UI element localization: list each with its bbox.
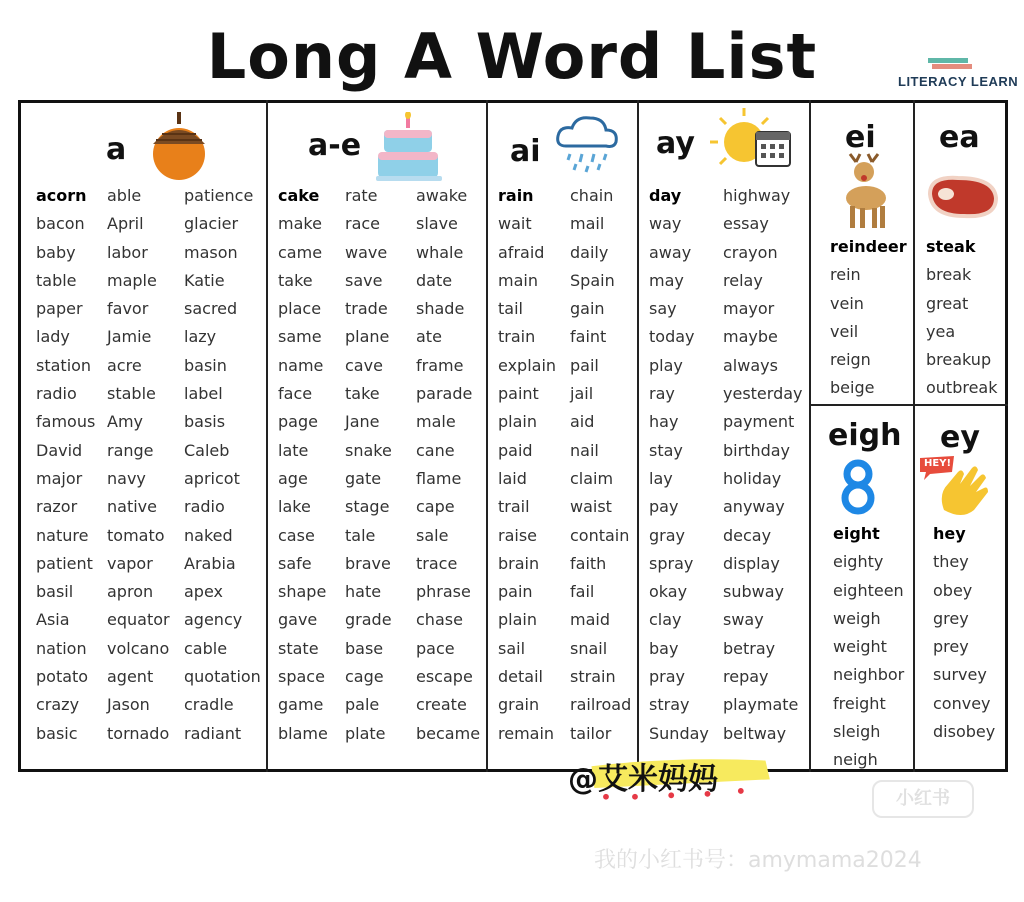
word-item: eight bbox=[833, 524, 880, 543]
word-item: plane bbox=[345, 327, 390, 347]
word-item: weigh bbox=[833, 608, 881, 628]
word-item: same bbox=[278, 327, 322, 347]
word-item: decay bbox=[723, 525, 772, 545]
word-item: reindeer bbox=[830, 237, 907, 256]
word-item: base bbox=[345, 638, 384, 658]
word-column-ay-2 bbox=[723, 182, 803, 748]
word-item: tomato bbox=[107, 525, 165, 545]
word-item: safe bbox=[278, 553, 312, 573]
word-item: pale bbox=[345, 695, 380, 715]
word-item: nail bbox=[570, 440, 599, 460]
word-item: cape bbox=[416, 497, 455, 517]
word-item: name bbox=[278, 355, 324, 375]
word-item: Spain bbox=[570, 270, 615, 290]
word-item: race bbox=[345, 214, 381, 234]
word-item: take bbox=[278, 270, 313, 290]
word-item: space bbox=[278, 667, 325, 687]
word-item: raise bbox=[498, 525, 538, 545]
word-item: mayor bbox=[723, 299, 775, 319]
word-item: escape bbox=[416, 667, 473, 687]
word-item: detail bbox=[498, 667, 543, 687]
word-item: chase bbox=[416, 610, 463, 630]
word-item: state bbox=[278, 638, 319, 658]
word-item: shape bbox=[278, 582, 327, 602]
acorn-icon bbox=[148, 110, 210, 182]
word-item: volcano bbox=[107, 638, 170, 658]
word-item: beltway bbox=[723, 723, 787, 743]
word-item: shade bbox=[416, 299, 465, 319]
word-item: awake bbox=[416, 186, 468, 205]
word-item: late bbox=[278, 440, 309, 460]
word-item: pray bbox=[649, 667, 686, 687]
word-item: away bbox=[649, 242, 692, 262]
word-item: essay bbox=[723, 214, 769, 234]
hey-bubble-text: HEY! bbox=[924, 458, 952, 469]
word-item: lady bbox=[36, 327, 70, 347]
word-item: cage bbox=[345, 667, 384, 687]
word-item: David bbox=[36, 440, 83, 460]
word-column-a-e-2 bbox=[345, 182, 392, 748]
word-item: baby bbox=[36, 242, 76, 262]
word-item: aid bbox=[570, 412, 595, 432]
word-item: lake bbox=[278, 497, 311, 517]
word-item: agency bbox=[184, 610, 243, 630]
word-item: bay bbox=[649, 638, 679, 658]
word-item: faint bbox=[570, 327, 607, 347]
word-item: pain bbox=[498, 582, 533, 602]
word-item: slave bbox=[416, 214, 458, 234]
heading-ay: ay bbox=[656, 126, 695, 161]
word-item: Amy bbox=[107, 412, 143, 432]
word-item: crayon bbox=[723, 242, 778, 262]
word-item: vein bbox=[830, 293, 864, 313]
word-item: parade bbox=[416, 384, 473, 404]
word-item: stable bbox=[107, 384, 156, 404]
word-item: Caleb bbox=[184, 440, 230, 460]
word-item: basis bbox=[184, 412, 226, 432]
word-column-a-e-1 bbox=[278, 182, 328, 748]
word-item: phrase bbox=[416, 582, 471, 602]
word-column-ai-2 bbox=[570, 182, 631, 748]
word-item: lazy bbox=[184, 327, 217, 347]
watermark-handle: @艾米妈妈 bbox=[568, 762, 718, 797]
word-item: lay bbox=[649, 468, 673, 488]
word-item: blame bbox=[278, 723, 328, 743]
word-item: say bbox=[649, 299, 677, 319]
word-item: brain bbox=[498, 553, 540, 573]
word-item: radio bbox=[36, 384, 77, 404]
word-item: agent bbox=[107, 667, 154, 687]
word-item: razor bbox=[36, 497, 78, 517]
word-column-ey bbox=[933, 520, 995, 746]
word-item: sail bbox=[498, 638, 526, 658]
word-item: today bbox=[649, 327, 695, 347]
word-item: apron bbox=[107, 582, 154, 602]
word-item: beige bbox=[830, 378, 875, 398]
word-item: able bbox=[107, 186, 142, 205]
word-item: spray bbox=[649, 553, 694, 573]
page-title: Long A Word List bbox=[206, 20, 818, 93]
word-item: Jamie bbox=[107, 327, 152, 347]
word-item: betray bbox=[723, 638, 776, 658]
word-column-ei bbox=[830, 233, 907, 403]
word-item: cable bbox=[184, 638, 228, 658]
word-item: famous bbox=[36, 412, 96, 432]
word-item: sacred bbox=[184, 299, 238, 319]
word-item: gate bbox=[345, 468, 382, 488]
column-divider bbox=[266, 100, 268, 772]
word-item: strain bbox=[570, 667, 616, 687]
word-item: hay bbox=[649, 412, 679, 432]
sun-calendar-icon bbox=[706, 106, 796, 174]
word-item: ate bbox=[416, 327, 442, 347]
word-item: equator bbox=[107, 610, 170, 630]
word-item: nation bbox=[36, 638, 87, 658]
word-item: Asia bbox=[36, 610, 70, 630]
word-item: sale bbox=[416, 525, 449, 545]
word-item: payment bbox=[723, 412, 795, 432]
word-item: grey bbox=[933, 608, 969, 628]
word-item: patient bbox=[36, 553, 93, 573]
row-divider bbox=[810, 404, 1008, 406]
word-item: eighteen bbox=[833, 580, 904, 600]
word-item: quotation bbox=[184, 667, 261, 687]
word-item: weight bbox=[833, 637, 887, 657]
word-item: relay bbox=[723, 270, 763, 290]
word-item: gain bbox=[570, 299, 605, 319]
word-item: okay bbox=[649, 582, 688, 602]
word-item: always bbox=[723, 355, 778, 375]
word-item: faith bbox=[570, 553, 607, 573]
word-item: train bbox=[498, 327, 536, 347]
word-item: tailor bbox=[570, 723, 612, 743]
word-item: trade bbox=[345, 299, 388, 319]
word-item: obey bbox=[933, 580, 973, 600]
word-item: became bbox=[416, 723, 481, 743]
heading-ea: ea bbox=[939, 120, 980, 155]
word-item: case bbox=[278, 525, 315, 545]
word-item: they bbox=[933, 552, 969, 572]
word-item: remain bbox=[498, 723, 555, 743]
word-item: maybe bbox=[723, 327, 778, 347]
word-item: trail bbox=[498, 497, 530, 517]
word-item: convey bbox=[933, 693, 991, 713]
word-item: favor bbox=[107, 299, 149, 319]
word-item: tornado bbox=[107, 723, 170, 743]
word-item: game bbox=[278, 695, 324, 715]
word-item: create bbox=[416, 695, 467, 715]
word-item: rain bbox=[498, 186, 534, 205]
word-item: pace bbox=[416, 638, 455, 658]
word-item: great bbox=[926, 293, 969, 313]
word-item: native bbox=[107, 497, 157, 517]
heading-ey: ey bbox=[940, 420, 980, 455]
word-item: Jason bbox=[107, 695, 150, 715]
word-item: jail bbox=[570, 384, 594, 404]
column-divider bbox=[486, 100, 488, 772]
word-item: break bbox=[926, 265, 972, 285]
heading-ei: ei bbox=[845, 120, 876, 155]
word-item: afraid bbox=[498, 242, 545, 262]
word-column-eigh bbox=[833, 520, 904, 775]
word-item: grain bbox=[498, 695, 540, 715]
word-item: mason bbox=[184, 242, 238, 262]
word-item: page bbox=[278, 412, 318, 432]
word-item: crazy bbox=[36, 695, 80, 715]
word-item: Arabia bbox=[184, 553, 236, 573]
word-item: railroad bbox=[570, 695, 632, 715]
word-item: display bbox=[723, 553, 780, 573]
word-item: plain bbox=[498, 610, 537, 630]
word-item: paper bbox=[36, 299, 83, 319]
book-stack-icon bbox=[926, 56, 976, 72]
word-item: major bbox=[36, 468, 83, 488]
heading-ai: ai bbox=[510, 134, 541, 169]
word-item: tale bbox=[345, 525, 376, 545]
word-item: glacier bbox=[184, 214, 239, 234]
word-item: maid bbox=[570, 610, 610, 630]
word-item: snail bbox=[570, 638, 608, 658]
word-item: Sunday bbox=[649, 723, 709, 743]
word-item: holiday bbox=[723, 468, 782, 488]
word-item: highway bbox=[723, 186, 791, 205]
word-item: male bbox=[416, 412, 456, 432]
word-item: basic bbox=[36, 723, 78, 743]
word-item: neigh bbox=[833, 750, 878, 770]
heading-eigh: eigh bbox=[828, 418, 902, 453]
word-item: survey bbox=[933, 665, 987, 685]
word-item: pay bbox=[649, 497, 679, 517]
rain-cloud-icon bbox=[552, 112, 622, 174]
word-item: playmate bbox=[723, 695, 799, 715]
word-item: mail bbox=[570, 214, 605, 234]
word-item: Jane bbox=[345, 412, 380, 432]
word-item: yesterday bbox=[723, 384, 803, 404]
word-item: rate bbox=[345, 186, 378, 205]
word-item: chain bbox=[570, 186, 614, 205]
word-item: radio bbox=[184, 497, 225, 517]
word-item: may bbox=[649, 270, 684, 290]
word-item: apricot bbox=[184, 468, 240, 488]
platform-watermark: 小红书 bbox=[872, 780, 974, 818]
waving-hand-icon bbox=[918, 454, 998, 520]
word-item: range bbox=[107, 440, 154, 460]
word-item: labor bbox=[107, 242, 148, 262]
logo-text: LITERACY LEARN bbox=[898, 74, 1019, 89]
word-item: frame bbox=[416, 355, 464, 375]
word-item: station bbox=[36, 355, 92, 375]
steak-icon bbox=[924, 172, 1002, 222]
word-item: waist bbox=[570, 497, 612, 517]
word-item: place bbox=[278, 299, 322, 319]
word-column-a-1 bbox=[36, 182, 95, 748]
word-item: age bbox=[278, 468, 308, 488]
word-item: save bbox=[345, 270, 383, 290]
word-item: snake bbox=[345, 440, 392, 460]
word-item: cradle bbox=[184, 695, 234, 715]
word-item: play bbox=[649, 355, 683, 375]
heading-a-e: a-e bbox=[308, 128, 362, 163]
word-column-ea bbox=[926, 233, 998, 403]
word-item: contain bbox=[570, 525, 630, 545]
word-item: fail bbox=[570, 582, 595, 602]
word-item: whale bbox=[416, 242, 464, 262]
word-item: day bbox=[649, 186, 682, 205]
word-item: disobey bbox=[933, 722, 996, 742]
column-divider bbox=[809, 100, 811, 772]
word-item: ray bbox=[649, 384, 675, 404]
word-item: stage bbox=[345, 497, 390, 517]
word-item: date bbox=[416, 270, 453, 290]
column-divider bbox=[637, 100, 639, 772]
literacy-learn-logo bbox=[898, 56, 1019, 92]
word-column-ay-1 bbox=[649, 182, 709, 748]
cake-icon bbox=[374, 112, 444, 184]
word-item: sleigh bbox=[833, 722, 881, 742]
word-column-a-2 bbox=[107, 182, 170, 748]
word-item: flame bbox=[416, 468, 462, 488]
word-item: basin bbox=[184, 355, 227, 375]
word-column-a-3 bbox=[184, 182, 261, 748]
word-item: gray bbox=[649, 525, 686, 545]
word-item: label bbox=[184, 384, 223, 404]
word-item: rein bbox=[830, 265, 861, 285]
word-item: yea bbox=[926, 321, 956, 341]
word-item: laid bbox=[498, 468, 527, 488]
word-item: take bbox=[345, 384, 380, 404]
word-item: wait bbox=[498, 214, 532, 234]
word-item: subway bbox=[723, 582, 784, 602]
word-item: cave bbox=[345, 355, 383, 375]
word-item: potato bbox=[36, 667, 89, 687]
word-item: bacon bbox=[36, 214, 85, 234]
word-item: claim bbox=[570, 468, 614, 488]
word-item: prey bbox=[933, 637, 969, 657]
watermark-id: 我的小红书号：amymama2024 bbox=[594, 848, 922, 873]
word-item: sway bbox=[723, 610, 764, 630]
word-item: wave bbox=[345, 242, 388, 262]
word-item: pail bbox=[570, 355, 599, 375]
word-item: acre bbox=[107, 355, 142, 375]
word-item: breakup bbox=[926, 350, 992, 370]
word-item: outbreak bbox=[926, 378, 998, 398]
word-item: came bbox=[278, 242, 323, 262]
word-item: clay bbox=[649, 610, 682, 630]
reindeer-icon bbox=[826, 152, 902, 234]
word-item: make bbox=[278, 214, 322, 234]
word-item: cane bbox=[416, 440, 455, 460]
word-item: hate bbox=[345, 582, 382, 602]
word-item: way bbox=[649, 214, 682, 234]
word-item: stay bbox=[649, 440, 683, 460]
number-eight-icon bbox=[838, 458, 878, 516]
word-item: steak bbox=[926, 237, 976, 256]
word-column-ai-1 bbox=[498, 182, 556, 748]
word-item: eighty bbox=[833, 552, 884, 572]
word-item: freight bbox=[833, 693, 886, 713]
word-item: vapor bbox=[107, 553, 153, 573]
word-item: Katie bbox=[184, 270, 225, 290]
word-item: April bbox=[107, 214, 144, 234]
word-item: apex bbox=[184, 582, 223, 602]
word-item: navy bbox=[107, 468, 146, 488]
word-item: neighbor bbox=[833, 665, 905, 685]
word-item: repay bbox=[723, 667, 769, 687]
word-item: gave bbox=[278, 610, 318, 630]
word-item: naked bbox=[184, 525, 233, 545]
word-item: basil bbox=[36, 582, 74, 602]
word-item: tail bbox=[498, 299, 523, 319]
word-item: plain bbox=[498, 412, 537, 432]
word-item: table bbox=[36, 270, 77, 290]
word-item: radiant bbox=[184, 723, 242, 743]
word-item: hey bbox=[933, 524, 966, 543]
word-item: anyway bbox=[723, 497, 785, 517]
word-item: grade bbox=[345, 610, 392, 630]
word-item: plate bbox=[345, 723, 386, 743]
word-item: acorn bbox=[36, 186, 87, 205]
word-item: nature bbox=[36, 525, 89, 545]
word-item: veil bbox=[830, 321, 859, 341]
word-item: paint bbox=[498, 384, 539, 404]
word-item: brave bbox=[345, 553, 391, 573]
word-item: trace bbox=[416, 553, 458, 573]
word-item: stray bbox=[649, 695, 690, 715]
word-item: main bbox=[498, 270, 538, 290]
word-column-a-e-3 bbox=[416, 182, 480, 748]
word-item: birthday bbox=[723, 440, 791, 460]
word-item: reign bbox=[830, 350, 871, 370]
word-item: cake bbox=[278, 186, 320, 205]
word-item: daily bbox=[570, 242, 609, 262]
word-item: explain bbox=[498, 355, 557, 375]
word-item: maple bbox=[107, 270, 157, 290]
column-divider bbox=[913, 100, 915, 772]
word-item: patience bbox=[184, 186, 254, 205]
word-item: face bbox=[278, 384, 313, 404]
word-item: paid bbox=[498, 440, 533, 460]
heading-a: a bbox=[106, 132, 127, 167]
